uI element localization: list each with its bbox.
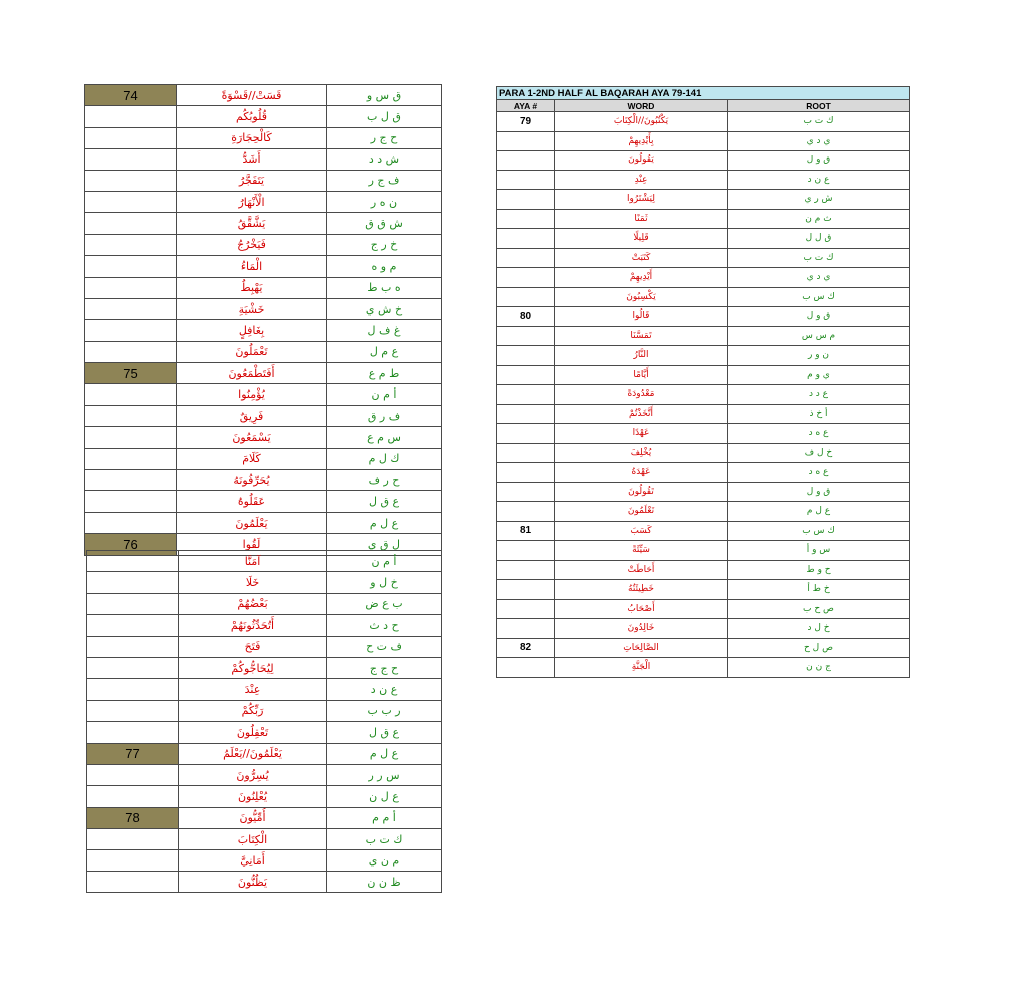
table-row bbox=[497, 502, 910, 522]
cell-aya bbox=[85, 277, 177, 298]
table-row bbox=[87, 679, 442, 700]
table-row bbox=[497, 560, 910, 580]
table-row bbox=[87, 764, 442, 785]
table-row bbox=[497, 131, 910, 151]
table-row bbox=[87, 807, 442, 828]
table-row bbox=[87, 551, 442, 572]
cell-word: لَقُوا bbox=[177, 534, 327, 555]
cell-root: ع ن د bbox=[327, 679, 442, 700]
cell-word: يَشَّقَّقُ bbox=[177, 213, 327, 234]
table-row bbox=[87, 615, 442, 636]
cell-word: يَسْمَعُونَ bbox=[177, 427, 327, 448]
cell-root: م ن ي bbox=[327, 850, 442, 871]
table-row bbox=[85, 170, 442, 191]
cell-root: ك ت ب bbox=[728, 248, 910, 268]
cell-root: أ م م bbox=[327, 807, 442, 828]
cell-word: تَعْقِلُونَ bbox=[179, 722, 327, 743]
table-row bbox=[497, 541, 910, 561]
table-row bbox=[85, 149, 442, 170]
cell-word: أَتُحَدِّثُونَهُمْ bbox=[179, 615, 327, 636]
cell-word: أَمَانِيَّ bbox=[179, 850, 327, 871]
header-aya: AYA # bbox=[497, 100, 555, 112]
cell-aya bbox=[497, 502, 555, 522]
cell-aya bbox=[85, 341, 177, 362]
table-row bbox=[497, 463, 910, 483]
cell-word: يَتَفَجَّرُ bbox=[177, 170, 327, 191]
table-row bbox=[85, 191, 442, 212]
cell-root: ح ج ج bbox=[327, 657, 442, 678]
cell-aya bbox=[87, 786, 179, 807]
cell-root: ل ق ي bbox=[327, 534, 442, 555]
table-row bbox=[85, 363, 442, 384]
cell-root: ع ه د bbox=[728, 463, 910, 483]
cell-root: ع ل ن bbox=[327, 786, 442, 807]
cell-root: خ ر ج bbox=[327, 234, 442, 255]
cell-aya bbox=[497, 463, 555, 483]
cell-word: آمَنَّا bbox=[179, 551, 327, 572]
table-row bbox=[85, 512, 442, 533]
cell-root: ن ه ر bbox=[327, 191, 442, 212]
cell-aya bbox=[85, 234, 177, 255]
cell-word: الْكِتَابَ bbox=[179, 829, 327, 850]
cell-aya bbox=[497, 190, 555, 210]
cell-word: فَتَحَ bbox=[179, 636, 327, 657]
cell-aya bbox=[497, 482, 555, 502]
cell-root: س م ع bbox=[327, 427, 442, 448]
cell-root: أ م ن bbox=[327, 551, 442, 572]
table-row bbox=[497, 209, 910, 229]
cell-aya bbox=[497, 326, 555, 346]
cell-word: بِغَافِلٍ bbox=[177, 320, 327, 341]
table-header-row bbox=[497, 100, 910, 112]
cell-aya bbox=[497, 443, 555, 463]
cell-root: ط م ع bbox=[327, 363, 442, 384]
table-row bbox=[497, 385, 910, 405]
table-row bbox=[497, 521, 910, 541]
table-row bbox=[87, 871, 442, 892]
cell-word: أَيْدِيهِمْ bbox=[555, 268, 728, 288]
cell-aya bbox=[85, 298, 177, 319]
cell-root: خ ل ف bbox=[728, 443, 910, 463]
cell-root: ص ح ب bbox=[728, 599, 910, 619]
cell-word: لِيُحَاجُّوكُمْ bbox=[179, 657, 327, 678]
cell-word: فَيَخْرُجُ bbox=[177, 234, 327, 255]
cell-aya bbox=[497, 658, 555, 678]
cell-root: ش ر ي bbox=[728, 190, 910, 210]
cell-word: قَلِيلًا bbox=[555, 229, 728, 249]
cell-aya bbox=[497, 170, 555, 190]
cell-aya bbox=[87, 871, 179, 892]
cell-word: أُمِّيُّونَ bbox=[179, 807, 327, 828]
table-row bbox=[87, 593, 442, 614]
cell-aya bbox=[85, 384, 177, 405]
cell-word: سَيِّئَةً bbox=[555, 541, 728, 561]
cell-word: يُعْلِنُونَ bbox=[179, 786, 327, 807]
cell-word: يَعْلَمُونَ bbox=[177, 512, 327, 533]
table-row bbox=[85, 320, 442, 341]
header-word: WORD bbox=[555, 100, 728, 112]
cell-aya: 80 bbox=[497, 307, 555, 327]
cell-aya bbox=[85, 170, 177, 191]
table-row bbox=[497, 229, 910, 249]
cell-root: ف ت ح bbox=[327, 636, 442, 657]
table-row bbox=[87, 850, 442, 871]
cell-word: قُلُوبُكُم bbox=[177, 106, 327, 127]
cell-word: خَالِدُونَ bbox=[555, 619, 728, 639]
table-row bbox=[497, 658, 910, 678]
cell-root: ق و ل bbox=[728, 151, 910, 171]
cell-root: ق و ل bbox=[728, 482, 910, 502]
cell-root: ك ت ب bbox=[327, 829, 442, 850]
cell-word: يُخْلِفَ bbox=[555, 443, 728, 463]
cell-root: ف ر ق bbox=[327, 405, 442, 426]
cell-word: يَقُولُونَ bbox=[555, 151, 728, 171]
table-row bbox=[85, 234, 442, 255]
table-row bbox=[85, 405, 442, 426]
cell-aya: 81 bbox=[497, 521, 555, 541]
cell-word: يَظُنُّونَ bbox=[179, 871, 327, 892]
cell-root: ح د ث bbox=[327, 615, 442, 636]
cell-aya bbox=[497, 209, 555, 229]
table-row bbox=[87, 636, 442, 657]
table-row bbox=[85, 491, 442, 512]
cell-root: ق و ل bbox=[728, 307, 910, 327]
table-row bbox=[497, 599, 910, 619]
header-root: ROOT bbox=[728, 100, 910, 112]
cell-root: ع ل م bbox=[327, 512, 442, 533]
cell-word: بَعْضُهُمْ bbox=[179, 593, 327, 614]
table-row bbox=[87, 700, 442, 721]
cell-word: رَبِّكُمْ bbox=[179, 700, 327, 721]
cell-aya bbox=[85, 448, 177, 469]
cell-root: ر ب ب bbox=[327, 700, 442, 721]
table-row bbox=[497, 326, 910, 346]
cell-aya bbox=[87, 593, 179, 614]
cell-aya bbox=[85, 427, 177, 448]
cell-word: خَلَا bbox=[179, 572, 327, 593]
cell-aya bbox=[497, 365, 555, 385]
cell-word: النَّارُ bbox=[555, 346, 728, 366]
vocab-table-aya-76-78 bbox=[86, 550, 442, 893]
cell-word: لِيَشْتَرُوا bbox=[555, 190, 728, 210]
cell-root: ه ب ط bbox=[327, 277, 442, 298]
table-row bbox=[497, 346, 910, 366]
cell-word: تَمَسَّنَا bbox=[555, 326, 728, 346]
cell-root: ج ن ن bbox=[728, 658, 910, 678]
table-row bbox=[85, 341, 442, 362]
table-row bbox=[85, 277, 442, 298]
cell-root: ع د د bbox=[728, 385, 910, 405]
table-row bbox=[85, 448, 442, 469]
cell-aya: 79 bbox=[497, 112, 555, 132]
table-row bbox=[87, 657, 442, 678]
cell-aya bbox=[87, 551, 179, 572]
table-row bbox=[87, 572, 442, 593]
cell-aya: 75 bbox=[85, 363, 177, 384]
cell-root: ع ل م bbox=[327, 743, 442, 764]
cell-root: ص ل ح bbox=[728, 638, 910, 658]
cell-word: كَسَبَ bbox=[555, 521, 728, 541]
cell-aya: 82 bbox=[497, 638, 555, 658]
cell-aya bbox=[497, 268, 555, 288]
cell-aya: 77 bbox=[87, 743, 179, 764]
table-row bbox=[85, 427, 442, 448]
cell-aya bbox=[497, 599, 555, 619]
cell-word: قَسَتْ//قَسْوَةً bbox=[177, 85, 327, 106]
cell-aya bbox=[85, 491, 177, 512]
cell-word: خَشْيَةِ bbox=[177, 298, 327, 319]
table-title-row bbox=[497, 87, 910, 100]
cell-root: س ر ر bbox=[327, 764, 442, 785]
cell-aya bbox=[497, 151, 555, 171]
cell-word: أَيَّامًا bbox=[555, 365, 728, 385]
cell-aya bbox=[497, 248, 555, 268]
cell-aya bbox=[87, 636, 179, 657]
cell-word: كَالْحِجَارَةِ bbox=[177, 127, 327, 148]
table-row bbox=[85, 256, 442, 277]
cell-aya bbox=[497, 541, 555, 561]
cell-root: ث م ن bbox=[728, 209, 910, 229]
table-row bbox=[87, 722, 442, 743]
cell-aya bbox=[497, 346, 555, 366]
cell-word: يَهْبِطُ bbox=[177, 277, 327, 298]
cell-root: ق ل ل bbox=[728, 229, 910, 249]
cell-word: أَفَتَطْمَعُونَ bbox=[177, 363, 327, 384]
table-row bbox=[497, 248, 910, 268]
table-row bbox=[497, 580, 910, 600]
cell-word: مَعْدُودَةً bbox=[555, 385, 728, 405]
cell-root: أ م ن bbox=[327, 384, 442, 405]
cell-word: عِنْدَ bbox=[179, 679, 327, 700]
cell-word: عَهْدًا bbox=[555, 424, 728, 444]
cell-root: ب ع ض bbox=[327, 593, 442, 614]
cell-word: يُؤْمِنُوا bbox=[177, 384, 327, 405]
cell-word: كَتَبَتْ bbox=[555, 248, 728, 268]
cell-root: ف ج ر bbox=[327, 170, 442, 191]
table-row bbox=[497, 443, 910, 463]
cell-root: ش ق ق bbox=[327, 213, 442, 234]
cell-aya: 74 bbox=[85, 85, 177, 106]
table-row bbox=[85, 127, 442, 148]
cell-aya bbox=[87, 829, 179, 850]
table-row bbox=[497, 170, 910, 190]
table-row bbox=[497, 190, 910, 210]
cell-word: أَحَاطَتْ bbox=[555, 560, 728, 580]
cell-root: ك ت ب bbox=[728, 112, 910, 132]
cell-word: أَشَدُّ bbox=[177, 149, 327, 170]
cell-root: غ ف ل bbox=[327, 320, 442, 341]
cell-word: عَقَلُوهُ bbox=[177, 491, 327, 512]
table-row bbox=[497, 619, 910, 639]
cell-root: ن و ر bbox=[728, 346, 910, 366]
cell-word: يَكْتُبُونَ//الْكِتَابَ bbox=[555, 112, 728, 132]
cell-word: الْجَنَّةِ bbox=[555, 658, 728, 678]
cell-aya bbox=[85, 213, 177, 234]
cell-word: تَعْمَلُونَ bbox=[177, 341, 327, 362]
table-row bbox=[497, 365, 910, 385]
table-row bbox=[497, 424, 910, 444]
cell-aya bbox=[497, 131, 555, 151]
table-row bbox=[497, 112, 910, 132]
cell-root: ح ج ر bbox=[327, 127, 442, 148]
cell-root: ك س ب bbox=[728, 521, 910, 541]
cell-root: ق ل ب bbox=[327, 106, 442, 127]
cell-aya bbox=[85, 149, 177, 170]
cell-aya bbox=[85, 127, 177, 148]
table-row bbox=[87, 743, 442, 764]
cell-root: خ ل د bbox=[728, 619, 910, 639]
cell-word: أَصْحَابُ bbox=[555, 599, 728, 619]
cell-aya bbox=[87, 722, 179, 743]
table-row bbox=[497, 287, 910, 307]
cell-word: تَقُولُونَ bbox=[555, 482, 728, 502]
cell-root: ع م ل bbox=[327, 341, 442, 362]
cell-aya bbox=[87, 572, 179, 593]
cell-aya: 76 bbox=[85, 534, 177, 555]
cell-aya bbox=[85, 191, 177, 212]
cell-root: ي و م bbox=[728, 365, 910, 385]
cell-root: ظ ن ن bbox=[327, 871, 442, 892]
cell-root: ق س و bbox=[327, 85, 442, 106]
cell-root: ع ه د bbox=[728, 424, 910, 444]
cell-root: أ خ ذ bbox=[728, 404, 910, 424]
cell-root: خ ش ي bbox=[327, 298, 442, 319]
cell-root: ع ق ل bbox=[327, 491, 442, 512]
cell-aya bbox=[85, 512, 177, 533]
cell-root: ع ل م bbox=[728, 502, 910, 522]
cell-root: م س س bbox=[728, 326, 910, 346]
cell-aya bbox=[497, 404, 555, 424]
cell-root: س و أ bbox=[728, 541, 910, 561]
cell-aya bbox=[87, 764, 179, 785]
table-row bbox=[87, 786, 442, 807]
cell-aya bbox=[85, 320, 177, 341]
cell-root: ي د ي bbox=[728, 131, 910, 151]
cell-root: ك س ب bbox=[728, 287, 910, 307]
cell-aya bbox=[87, 850, 179, 871]
cell-word: يَعْلَمُونَ//يَعْلَمُ bbox=[179, 743, 327, 764]
cell-aya bbox=[85, 405, 177, 426]
table-row bbox=[85, 384, 442, 405]
cell-aya bbox=[497, 580, 555, 600]
cell-root: خ ل و bbox=[327, 572, 442, 593]
table-row bbox=[85, 298, 442, 319]
cell-word: بِأَيْدِيهِمْ bbox=[555, 131, 728, 151]
table-row bbox=[85, 213, 442, 234]
cell-aya bbox=[85, 256, 177, 277]
cell-root: ش د د bbox=[327, 149, 442, 170]
cell-aya bbox=[497, 424, 555, 444]
table-row bbox=[497, 268, 910, 288]
cell-word: تَعْلَمُونَ bbox=[555, 502, 728, 522]
cell-word: فَرِيقٌ bbox=[177, 405, 327, 426]
cell-aya: 78 bbox=[87, 807, 179, 828]
cell-aya bbox=[497, 229, 555, 249]
cell-aya bbox=[87, 615, 179, 636]
cell-word: يَكْسِبُونَ bbox=[555, 287, 728, 307]
cell-root: ح و ط bbox=[728, 560, 910, 580]
cell-word: يُحَرِّفُونَهُ bbox=[177, 470, 327, 491]
cell-word: عِنْدِ bbox=[555, 170, 728, 190]
table-row bbox=[497, 151, 910, 171]
cell-aya bbox=[497, 560, 555, 580]
cell-word: ثَمَنًا bbox=[555, 209, 728, 229]
table-row bbox=[497, 404, 910, 424]
table-row bbox=[497, 482, 910, 502]
table-row bbox=[497, 307, 910, 327]
cell-aya bbox=[87, 700, 179, 721]
table-title: PARA 1-2ND HALF AL BAQARAH AYA 79-141 bbox=[497, 87, 910, 100]
cell-word: قَالُوا bbox=[555, 307, 728, 327]
cell-aya bbox=[85, 106, 177, 127]
cell-aya bbox=[87, 679, 179, 700]
cell-word: عَهْدَهُ bbox=[555, 463, 728, 483]
vocab-table-aya-79-82 bbox=[496, 86, 910, 678]
cell-root: ع ق ل bbox=[327, 722, 442, 743]
table-row bbox=[497, 638, 910, 658]
cell-word: الْمَاءُ bbox=[177, 256, 327, 277]
cell-root: م و ه bbox=[327, 256, 442, 277]
vocab-table-aya-74-76 bbox=[84, 84, 442, 556]
cell-aya bbox=[87, 657, 179, 678]
cell-word: أَتَّخَذْتُمْ bbox=[555, 404, 728, 424]
cell-root: خ ط أ bbox=[728, 580, 910, 600]
cell-word: الْأَنْهَارُ bbox=[177, 191, 327, 212]
cell-aya bbox=[497, 287, 555, 307]
cell-root: ي د ي bbox=[728, 268, 910, 288]
cell-word: يُسِرُّونَ bbox=[179, 764, 327, 785]
cell-word: الصَّالِحَاتِ bbox=[555, 638, 728, 658]
table-row bbox=[87, 829, 442, 850]
cell-word: خَطِيئَتُهُ bbox=[555, 580, 728, 600]
cell-root: ع ن د bbox=[728, 170, 910, 190]
cell-root: ك ل م bbox=[327, 448, 442, 469]
table-row bbox=[85, 470, 442, 491]
table-row bbox=[85, 85, 442, 106]
cell-aya bbox=[85, 470, 177, 491]
cell-word: كَلَامَ bbox=[177, 448, 327, 469]
table-row bbox=[85, 106, 442, 127]
cell-root: ح ر ف bbox=[327, 470, 442, 491]
cell-aya bbox=[497, 385, 555, 405]
cell-aya bbox=[497, 619, 555, 639]
